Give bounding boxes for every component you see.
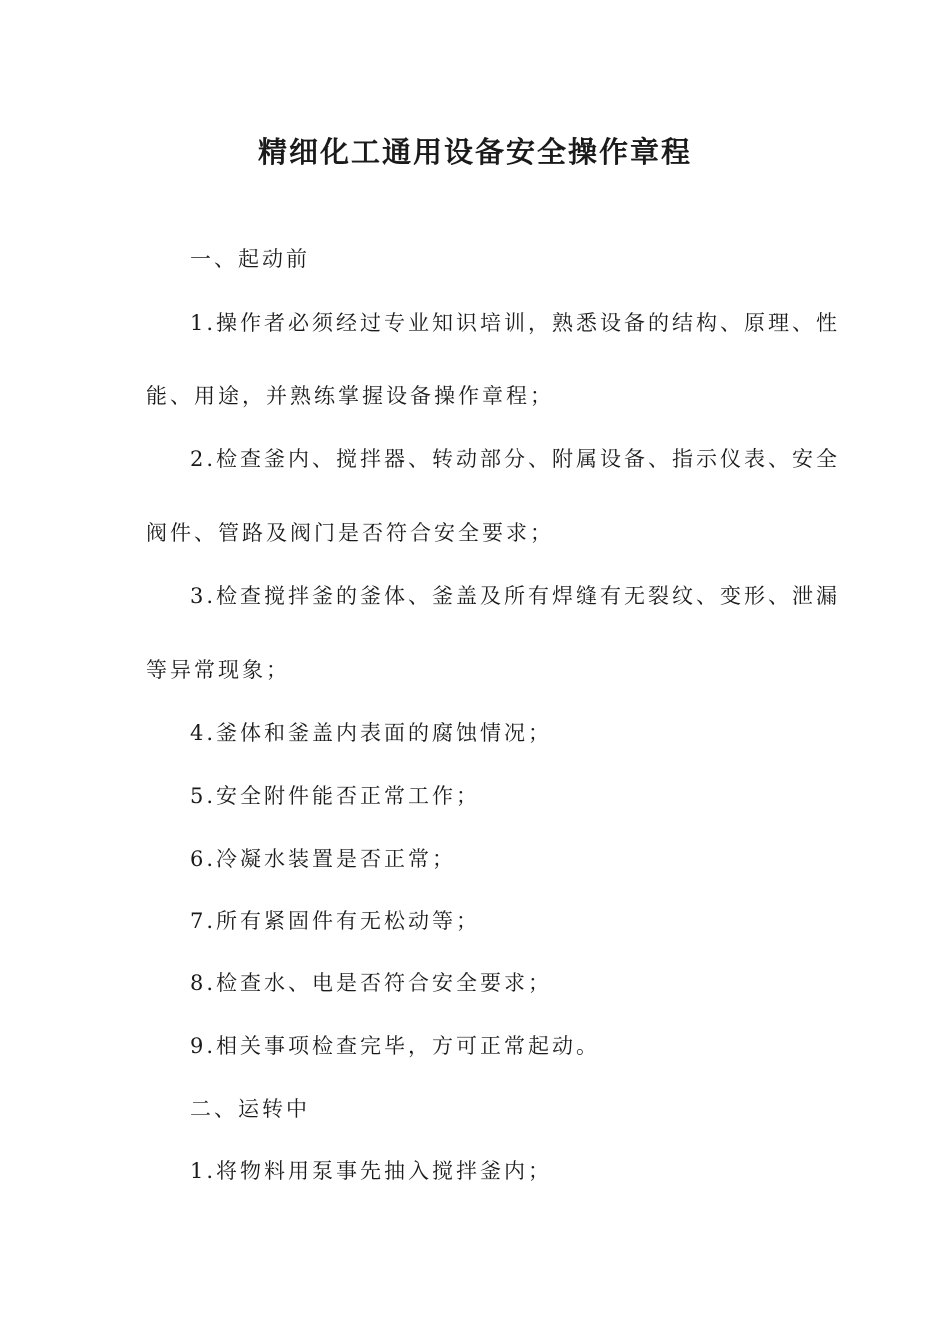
list-item: 9.相关事项检查完毕，方可正常起动。 <box>190 1034 601 1058</box>
list-item: 6.冷凝水装置是否正常； <box>190 847 457 871</box>
section-heading-before-start: 一、起动前 <box>190 247 310 271</box>
document-title: 精细化工通用设备安全操作章程 <box>257 135 692 169</box>
list-item: 4.釜体和釜盖内表面的腐蚀情况； <box>190 721 553 745</box>
list-item: 1.将物料用泵事先抽入搅拌釜内； <box>190 1159 553 1183</box>
paragraph-line: 能、用途，并熟练掌握设备操作章程； <box>146 384 554 408</box>
paragraph-line: 1.操作者必须经过专业知识培训，熟悉设备的结构、原理、性 <box>190 311 841 335</box>
section-heading-running: 二、运转中 <box>190 1097 310 1121</box>
paragraph-line: 阀件、管路及阀门是否符合安全要求； <box>146 521 554 545</box>
list-item: 7.所有紧固件有无松动等； <box>190 909 481 933</box>
list-item: 5.安全附件能否正常工作； <box>190 784 481 808</box>
paragraph-line: 3.检查搅拌釜的釜体、釜盖及所有焊缝有无裂纹、变形、泄漏 <box>190 584 841 608</box>
paragraph-line: 2.检查釜内、搅拌器、转动部分、附属设备、指示仪表、安全 <box>190 447 841 471</box>
list-item: 8.检查水、电是否符合安全要求； <box>190 971 553 995</box>
paragraph-line: 等异常现象； <box>146 658 290 682</box>
